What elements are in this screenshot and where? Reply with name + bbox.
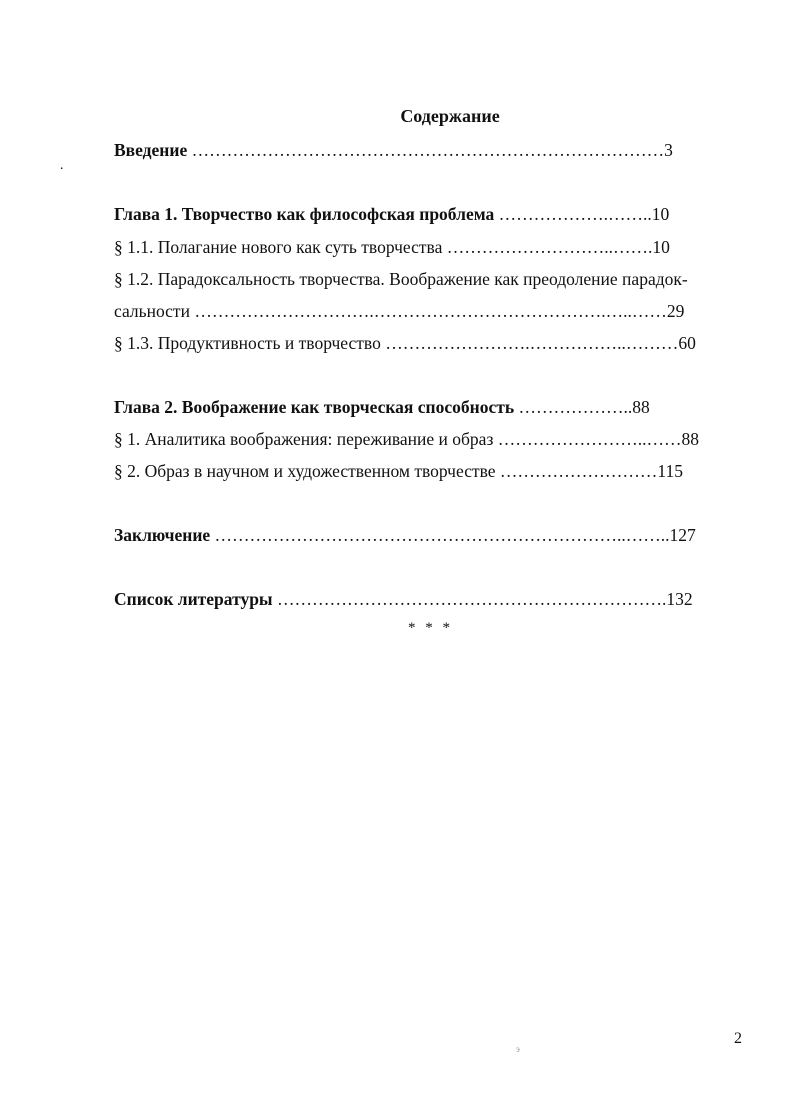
toc-entry-section-1-2: § 1.2. Парадоксальность творчества. Воображение как преодоление парадок-	[114, 269, 688, 289]
toc-entry-chapter-2	[114, 397, 650, 418]
toc-entry-chapter-1	[114, 204, 669, 225]
toc-entry-conclusion-leader: ……………………………………………………………..……..127	[210, 525, 696, 545]
toc-entry-section-1-2-cont: сальности ………………………….………………………………….…..……29	[114, 301, 685, 321]
toc-entry-intro-label: Введение	[114, 140, 188, 160]
toc-entry-chapter-1-title: Глава 1. Творчество как философская проблема	[114, 204, 495, 224]
toc-entry-section-1-3: § 1.3. Продуктивность и творчество …………………….……………..………60	[114, 333, 696, 353]
toc-entry-bibliography	[114, 589, 693, 610]
page-title: Содержание	[400, 106, 500, 126]
toc-entry-chapter-2-leader: ………………..88	[514, 397, 650, 417]
toc-entry-section-1-1: § 1.1. Полагание нового как суть творчества ………………………..…….10	[114, 237, 670, 257]
page-number: 2	[734, 1030, 742, 1047]
toc-entry-intro	[114, 140, 673, 161]
section-separator: * * *	[408, 620, 453, 636]
toc-entry-section-2-2: § 2. Образ в научном и художественном творчестве ………………………115	[114, 461, 684, 481]
toc-entry-section-2-1: § 1. Аналитика воображения: переживание и образ ……………………..……88	[114, 429, 699, 449]
toc-entry-chapter-1-leader: ……………….……..10	[494, 204, 670, 224]
toc-entry-chapter-2-title: Глава 2. Воображение как творческая способность	[114, 397, 515, 417]
toc-entry-bibliography-leader: ………………………………………………………….132	[272, 589, 693, 609]
toc-entry-bibliography-title: Список литературы	[114, 589, 273, 609]
faint-mark: э	[516, 1044, 520, 1054]
toc-entry-conclusion-title: Заключение	[114, 525, 211, 545]
toc-entry-conclusion	[114, 525, 696, 546]
toc-entry-intro-leader: ………………………………………………………………………3	[187, 140, 673, 160]
stray-dot: .	[60, 158, 64, 173]
